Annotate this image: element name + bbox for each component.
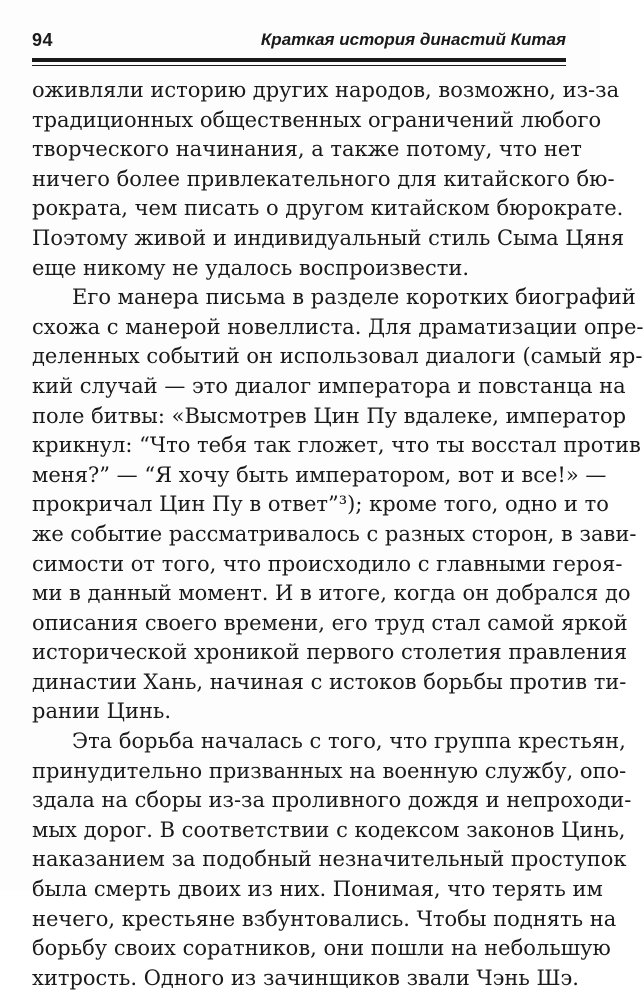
text-line: прокричал Цин Пу в ответ”³); кроме того, одно и то: [32, 492, 609, 517]
text-line: хитрость. Одного из зачинщиков звали Чэнь Шэ.: [32, 965, 579, 990]
text-line: наказанием за подобный незначительный проступок: [32, 847, 627, 872]
text-line: традиционных общественных ограничений любого: [32, 107, 602, 132]
text-line: была смерть двоих из них. Понимая, что терять им: [32, 877, 603, 902]
text-line: схожа с манерой новеллиста. Для драматизации опре-: [32, 314, 644, 339]
page-header: [32, 30, 566, 52]
page-number: 94: [32, 30, 54, 50]
running-title: Краткая история династий Китая: [260, 30, 566, 49]
text-line: творческого начинания, а также потому, что нет: [32, 137, 582, 162]
text-line: описания своего времени, его труд стал самой яркой: [32, 610, 628, 635]
text-line: рократа, чем писать о другом китайском бюрократе.: [32, 196, 624, 221]
body-text: [32, 76, 644, 993]
paragraph-start-line: Его манера письма в разделе коротких биографий: [72, 285, 636, 310]
text-line: ми в данный момент. И в итоге, когда он добрался до: [32, 581, 631, 606]
text-line: же событие рассматривалось с разных сторон, в зави-: [32, 521, 637, 546]
text-line: ничего более привлекательного для китайского бю-: [32, 166, 615, 191]
text-line: борьбу своих соратников, они пошли на небольшую: [32, 936, 611, 961]
header-rule-thin: [32, 65, 566, 66]
text-line: крикнул: “Что тебя так гложет, что ты восстал против: [32, 433, 641, 458]
text-line: симости от того, что происходило с главными героя-: [32, 551, 623, 576]
text-line: кий случай — это диалог императора и повстанца на: [32, 373, 626, 398]
text-line: принудительно призванных на военную службу, опо-: [32, 758, 627, 783]
text-line: мых дорог. В соответствии с кодексом законов Цинь,: [32, 817, 626, 842]
text-line: меня?” — “Я хочу быть императором, вот и все!» —: [32, 462, 607, 487]
text-line: рании Цинь.: [32, 699, 172, 724]
text-line: здала на сборы из-за проливного дождя и непроходи-: [32, 788, 632, 813]
text-line: еще никому не удалось воспроизвести.: [32, 255, 470, 280]
text-line: нечего, крестьяне взбунтовались. Чтобы поднять на: [32, 906, 617, 931]
text-line: поле битвы: «Высмотрев Цин Пу вдалеке, император: [32, 403, 627, 428]
paragraph-start-line: Эта борьба началась с того, что группа крестьян,: [72, 729, 626, 754]
text-line: оживляли историю других народов, возможно, из-за: [32, 78, 620, 102]
text-line: династии Хань, начиная с истоков борьбы против ти-: [32, 669, 627, 694]
text-line: исторической хроникой первого столетия правления: [32, 640, 628, 665]
header-rule-thick: [32, 58, 566, 62]
text-line: деленных событий он использовал диалоги (самый яр-: [32, 344, 643, 369]
text-line: Поэтому живой и индивидуальный стиль Сыма Цяня: [32, 225, 625, 250]
